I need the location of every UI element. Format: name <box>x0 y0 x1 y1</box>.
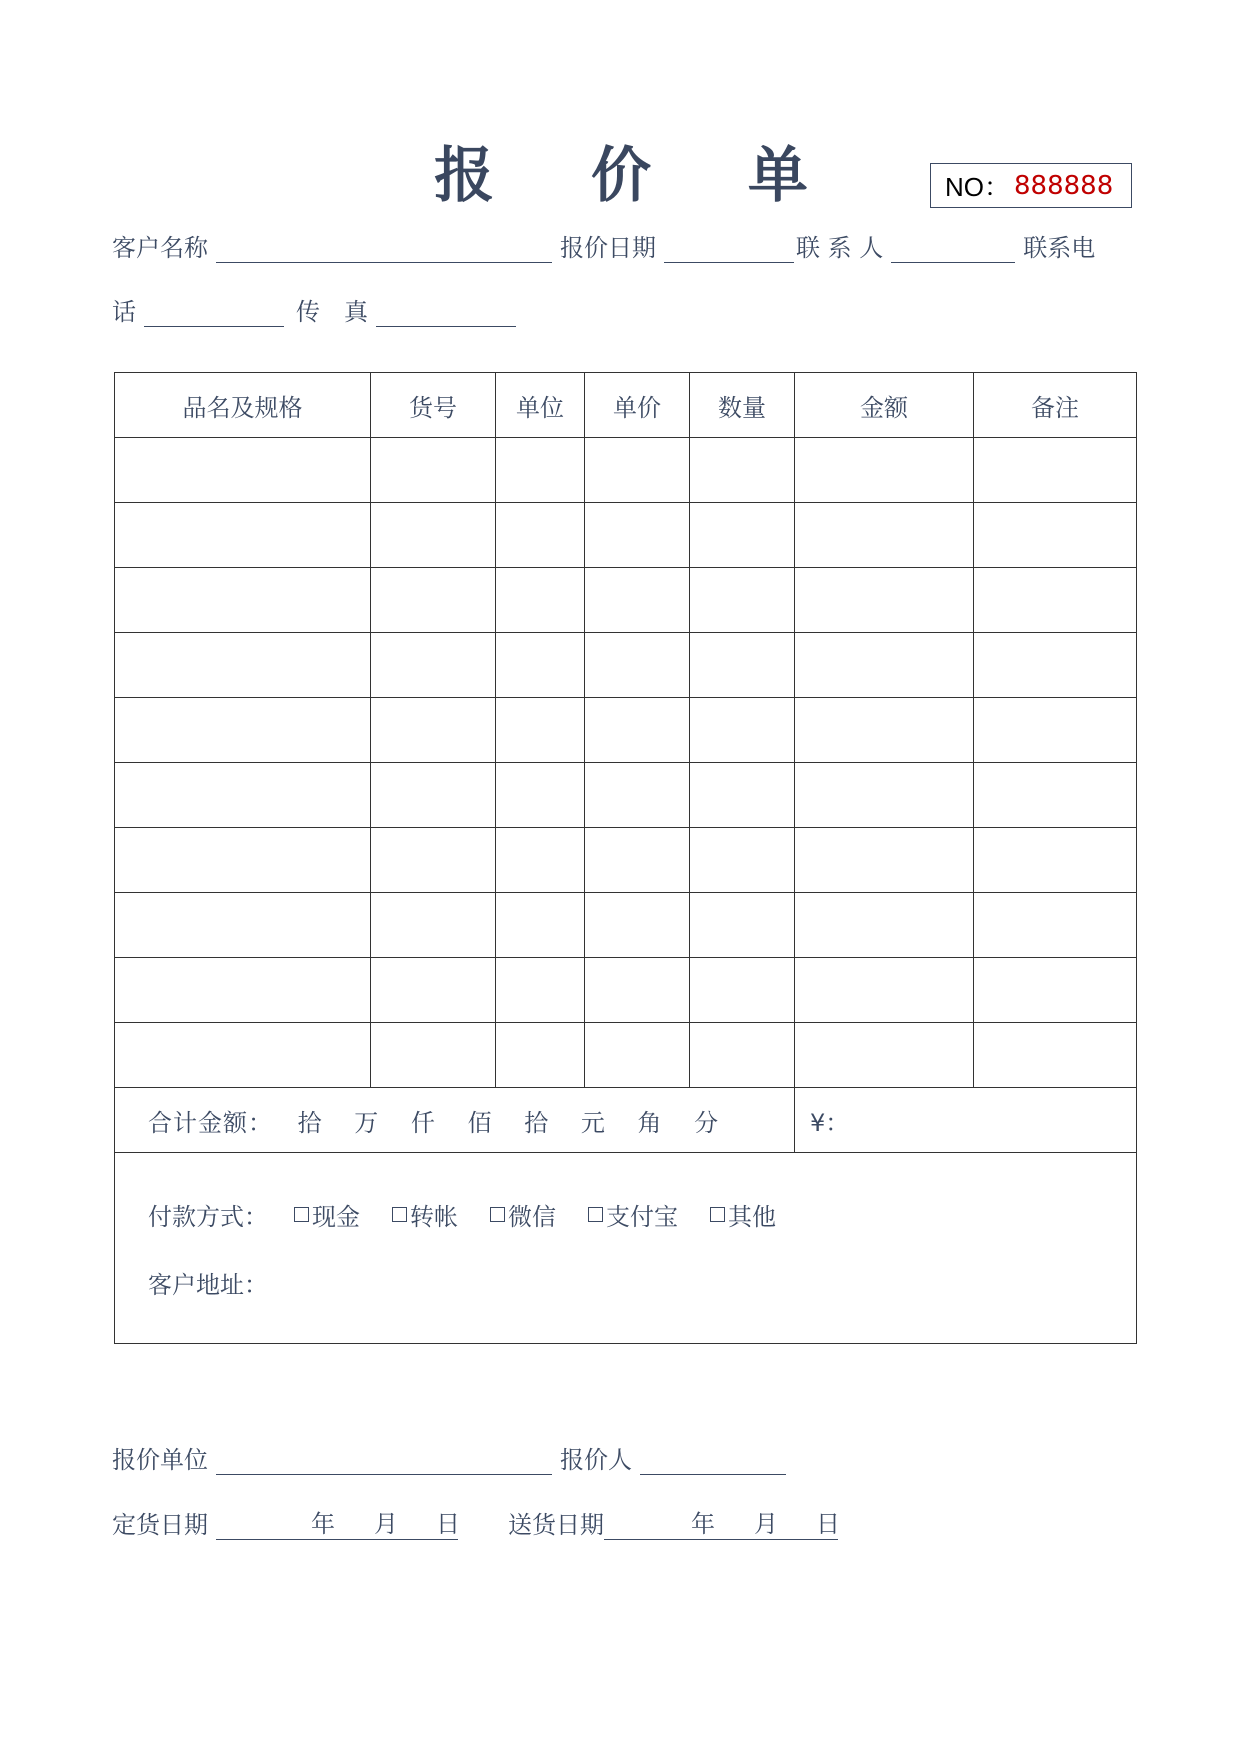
table-cell[interactable] <box>115 568 371 633</box>
customer-address-label: 客户地址： <box>148 1271 268 1299</box>
order-date-field[interactable] <box>216 1511 458 1540</box>
table-row <box>115 828 1137 893</box>
unit-char: 元 <box>580 1108 606 1137</box>
table-cell[interactable] <box>585 438 690 503</box>
table-cell[interactable] <box>690 893 795 958</box>
table-cell[interactable] <box>585 763 690 828</box>
customer-name-label: 客户名称 <box>112 234 208 262</box>
option-label: 转帐 <box>410 1203 458 1231</box>
payment-methods <box>148 1197 1136 1232</box>
quote-unit-label: 报价单位 <box>112 1446 208 1474</box>
yen-amount-cell[interactable] <box>795 1088 1137 1153</box>
delivery-date-label: 送货日期 <box>508 1511 604 1539</box>
delivery-month-label: 月 <box>754 1510 778 1538</box>
payment-option-transfer[interactable] <box>392 1197 458 1232</box>
table-cell[interactable] <box>371 1023 496 1088</box>
table-cell[interactable] <box>690 633 795 698</box>
table-cell[interactable] <box>115 698 371 763</box>
quoter-field[interactable] <box>640 1446 786 1475</box>
table-cell[interactable] <box>974 828 1137 893</box>
table-cell[interactable] <box>115 828 371 893</box>
option-label: 微信 <box>508 1203 556 1231</box>
table-cell[interactable] <box>795 568 974 633</box>
phone-label-part2: 话 <box>112 298 136 326</box>
table-row <box>115 568 1137 633</box>
table-cell[interactable] <box>974 1023 1137 1088</box>
table-cell[interactable] <box>690 763 795 828</box>
table-cell[interactable] <box>371 503 496 568</box>
table-cell[interactable] <box>115 958 371 1023</box>
table-cell[interactable] <box>795 633 974 698</box>
table-cell[interactable] <box>974 633 1137 698</box>
checkbox-icon[interactable] <box>588 1207 603 1222</box>
table-cell[interactable] <box>496 503 585 568</box>
unit-char: 佰 <box>467 1108 493 1137</box>
table-cell[interactable] <box>690 958 795 1023</box>
quote-table <box>114 372 1137 1344</box>
table-row <box>115 698 1137 763</box>
phone-label-part1: 联系电 <box>1023 234 1096 262</box>
table-cell[interactable] <box>585 568 690 633</box>
table-cell[interactable] <box>795 828 974 893</box>
quote-date-field[interactable] <box>664 234 794 263</box>
total-amount-label: 合计金额： <box>148 1108 273 1137</box>
delivery-day-label: 日 <box>816 1510 840 1538</box>
payment-row <box>115 1153 1137 1344</box>
table-cell[interactable] <box>371 828 496 893</box>
column-header: 品名及规格 <box>115 373 371 438</box>
table-cell[interactable] <box>585 633 690 698</box>
checkbox-icon[interactable] <box>294 1207 309 1222</box>
checkbox-icon[interactable] <box>392 1207 407 1222</box>
table-cell[interactable] <box>974 958 1137 1023</box>
table-cell[interactable] <box>496 568 585 633</box>
table-cell[interactable] <box>974 763 1137 828</box>
table-cell[interactable] <box>690 828 795 893</box>
table-cell[interactable] <box>585 1023 690 1088</box>
quote-number-box <box>930 163 1132 208</box>
table-cell[interactable] <box>690 438 795 503</box>
delivery-date-field[interactable] <box>604 1511 838 1540</box>
payment-label: 付款方式： <box>148 1203 268 1231</box>
contact-person-field[interactable] <box>891 234 1015 263</box>
column-header: 货号 <box>371 373 496 438</box>
table-cell[interactable] <box>690 568 795 633</box>
table-cell[interactable] <box>496 1023 585 1088</box>
table-cell[interactable] <box>795 698 974 763</box>
table-cell[interactable] <box>371 893 496 958</box>
payment-option-wechat[interactable] <box>490 1197 556 1232</box>
column-header: 备注 <box>974 373 1137 438</box>
order-day-label: 日 <box>436 1510 460 1538</box>
table-cell[interactable] <box>371 568 496 633</box>
unit-char: 角 <box>637 1108 663 1137</box>
column-header: 金额 <box>795 373 974 438</box>
table-cell[interactable] <box>585 698 690 763</box>
payment-cell <box>115 1153 1137 1344</box>
fax-field[interactable] <box>376 298 516 327</box>
table-row <box>115 633 1137 698</box>
table-cell[interactable] <box>795 1023 974 1088</box>
quote-number-value: 888888 <box>1014 170 1114 201</box>
payment-option-alipay[interactable] <box>588 1197 678 1232</box>
table-cell[interactable] <box>371 438 496 503</box>
table-cell[interactable] <box>974 438 1137 503</box>
customer-name-field[interactable] <box>216 234 552 263</box>
table-cell[interactable] <box>690 1023 795 1088</box>
footer-line-2 <box>112 1505 846 1540</box>
table-row <box>115 763 1137 828</box>
table-cell[interactable] <box>795 763 974 828</box>
total-row <box>115 1088 1137 1153</box>
order-year-label: 年 <box>311 1510 335 1538</box>
table-cell[interactable] <box>371 698 496 763</box>
order-month-label: 月 <box>374 1510 398 1538</box>
table-cell[interactable] <box>115 503 371 568</box>
table-cell[interactable] <box>496 893 585 958</box>
checkbox-icon[interactable] <box>490 1207 505 1222</box>
header-line-2 <box>112 292 524 327</box>
quote-date-label: 报价日期 <box>560 234 656 262</box>
table-cell[interactable] <box>496 828 585 893</box>
unit-char: 拾 <box>524 1108 550 1137</box>
page-title: 报 价 单 <box>434 141 846 211</box>
table-cell[interactable] <box>585 828 690 893</box>
column-header: 单价 <box>585 373 690 438</box>
table-header-row <box>115 373 1137 438</box>
table-cell[interactable] <box>974 893 1137 958</box>
table-cell[interactable] <box>974 503 1137 568</box>
table-cell[interactable] <box>371 633 496 698</box>
payment-option-cash[interactable] <box>294 1197 360 1232</box>
order-date-label: 定货日期 <box>112 1511 208 1539</box>
table-cell[interactable] <box>690 698 795 763</box>
option-label: 现金 <box>312 1203 360 1231</box>
table-cell[interactable] <box>795 503 974 568</box>
table-cell[interactable] <box>496 763 585 828</box>
table-cell[interactable] <box>115 1023 371 1088</box>
table-cell[interactable] <box>585 893 690 958</box>
table-row <box>115 503 1137 568</box>
quoter-label: 报价人 <box>560 1446 632 1474</box>
unit-char: 仟 <box>410 1108 436 1137</box>
table-cell[interactable] <box>496 633 585 698</box>
table-cell[interactable] <box>974 568 1137 633</box>
table-cell[interactable] <box>795 893 974 958</box>
table-row <box>115 958 1137 1023</box>
contact-person-label: 联 系 人 <box>796 234 884 262</box>
table-cell[interactable] <box>690 503 795 568</box>
option-label: 支付宝 <box>606 1203 678 1231</box>
table-cell[interactable] <box>585 958 690 1023</box>
table-row <box>115 438 1137 503</box>
table-cell[interactable] <box>115 438 371 503</box>
payment-option-other[interactable] <box>710 1197 776 1232</box>
table-cell[interactable] <box>115 893 371 958</box>
amount-units <box>298 1109 742 1137</box>
header-line-1 <box>112 228 1095 263</box>
table-cell[interactable] <box>795 958 974 1023</box>
table-cell[interactable] <box>371 763 496 828</box>
table-cell[interactable] <box>371 958 496 1023</box>
table-cell[interactable] <box>585 503 690 568</box>
checkbox-icon[interactable] <box>710 1207 725 1222</box>
table-cell[interactable] <box>496 958 585 1023</box>
table-row <box>115 893 1137 958</box>
unit-char: 万 <box>354 1108 380 1137</box>
footer-line-1 <box>112 1440 794 1475</box>
total-amount-cell[interactable] <box>115 1088 795 1153</box>
quote-number-label: NO： <box>945 172 1011 202</box>
table-cell[interactable] <box>974 698 1137 763</box>
table-cell[interactable] <box>115 763 371 828</box>
option-label: 其他 <box>728 1203 776 1231</box>
delivery-year-label: 年 <box>691 1510 715 1538</box>
column-header: 单位 <box>496 373 585 438</box>
unit-char: 分 <box>694 1108 720 1137</box>
quote-unit-field[interactable] <box>216 1446 552 1475</box>
table-cell[interactable] <box>115 633 371 698</box>
table-cell[interactable] <box>795 438 974 503</box>
table-cell[interactable] <box>496 438 585 503</box>
table-cell[interactable] <box>496 698 585 763</box>
column-header: 数量 <box>690 373 795 438</box>
customer-address[interactable] <box>148 1265 1136 1300</box>
unit-char: 拾 <box>297 1108 323 1137</box>
yen-label: ¥： <box>810 1108 850 1137</box>
fax-label: 传 真 <box>296 298 368 326</box>
table-row <box>115 1023 1137 1088</box>
phone-field[interactable] <box>144 298 284 327</box>
